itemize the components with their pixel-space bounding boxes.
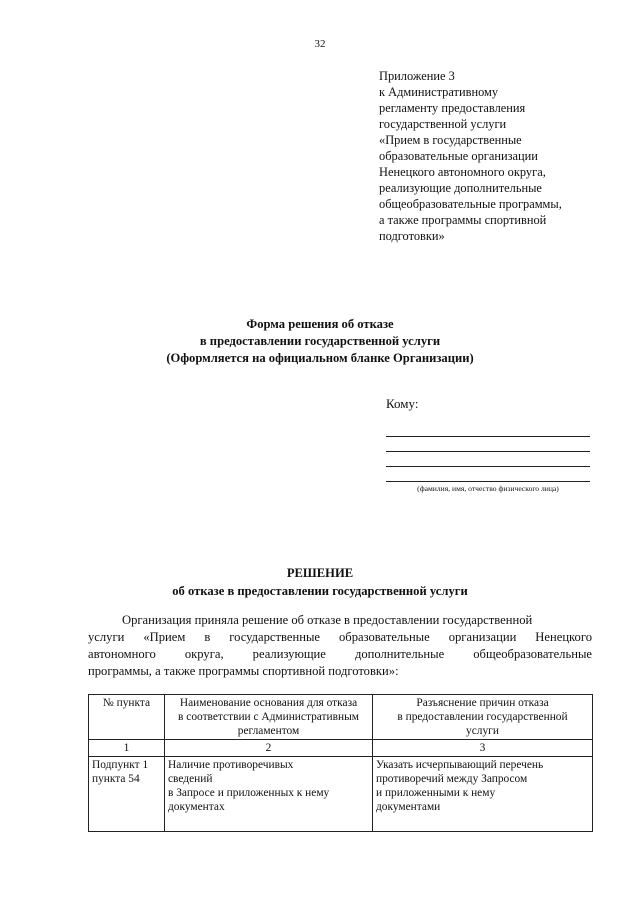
recipient-block	[386, 396, 590, 493]
table-row	[89, 757, 593, 832]
form-title-line: в предоставлении государственной услуги	[199, 334, 441, 348]
appendix-line: Ненецкого автономного округа,	[379, 165, 546, 179]
cell-explanation: Указать исчерпывающий перечень противоречий между Запросом и приложенными к нему документами	[373, 757, 593, 832]
column-number: 2	[165, 740, 373, 757]
table-number-row	[89, 740, 593, 757]
column-number: 3	[373, 740, 593, 757]
cell-refusal-basis: Наличие противоречивых сведений в Запросе и приложенных к нему документах	[165, 757, 373, 832]
appendix-line: а также программы спортивной	[379, 213, 547, 227]
appendix-line: «Прием в государственные	[379, 133, 522, 147]
appendix-line: общеобразовательные программы,	[379, 197, 562, 211]
header-cell-item-number: № пункта	[89, 695, 165, 740]
recipient-blank-line	[386, 437, 590, 452]
appendix-line: к Административному	[379, 85, 499, 99]
body-line: Организация приняла решение об отказе в предоставлении государственной	[122, 613, 533, 627]
recipient-label: Кому:	[386, 396, 419, 411]
appendix-line: регламенту предоставления	[379, 101, 526, 115]
recipient-blank-line	[386, 422, 590, 437]
recipient-blank-line	[386, 452, 590, 467]
decision-heading: РЕШЕНИЕ	[286, 566, 354, 580]
form-title-line: Форма решения об отказе	[246, 317, 394, 331]
decision-title	[0, 564, 640, 600]
body-line: услуги «Прием в государственные образовательные организации Ненецкого	[88, 630, 592, 644]
body-line: автономного округа, реализующие дополнительные общеобразовательные	[88, 647, 592, 661]
decision-body	[88, 612, 592, 680]
refusal-reasons-table	[88, 694, 593, 832]
decision-subheading: об отказе в предоставлении государственной услуги	[172, 584, 468, 598]
header-cell-refusal-basis: Наименование основания для отказа в соответствии с Административным регламентом	[165, 695, 373, 740]
recipient-blank-line	[386, 467, 590, 482]
appendix-header	[379, 68, 609, 244]
recipient-caption: (фамилия, имя, отчество физического лица)	[417, 484, 559, 493]
appendix-line: реализующие дополнительные	[379, 181, 542, 195]
column-number: 1	[89, 740, 165, 757]
appendix-line: образовательные организации	[379, 149, 538, 163]
cell-item-number: Подпункт 1 пункта 54	[89, 757, 165, 832]
form-title-line: (Оформляется на официальном бланке Организации)	[166, 351, 474, 365]
table-header-row	[89, 695, 593, 740]
appendix-line: государственной услуги	[379, 117, 507, 131]
appendix-line: Приложение 3	[379, 69, 455, 83]
appendix-line: подготовки»	[379, 229, 445, 243]
form-title	[0, 316, 640, 367]
body-line: программы, а также программы спортивной подготовки»:	[88, 664, 399, 678]
header-cell-explanation: Разъяснение причин отказа в предоставлении государственной услуги	[373, 695, 593, 740]
page-number: 32	[314, 38, 326, 50]
